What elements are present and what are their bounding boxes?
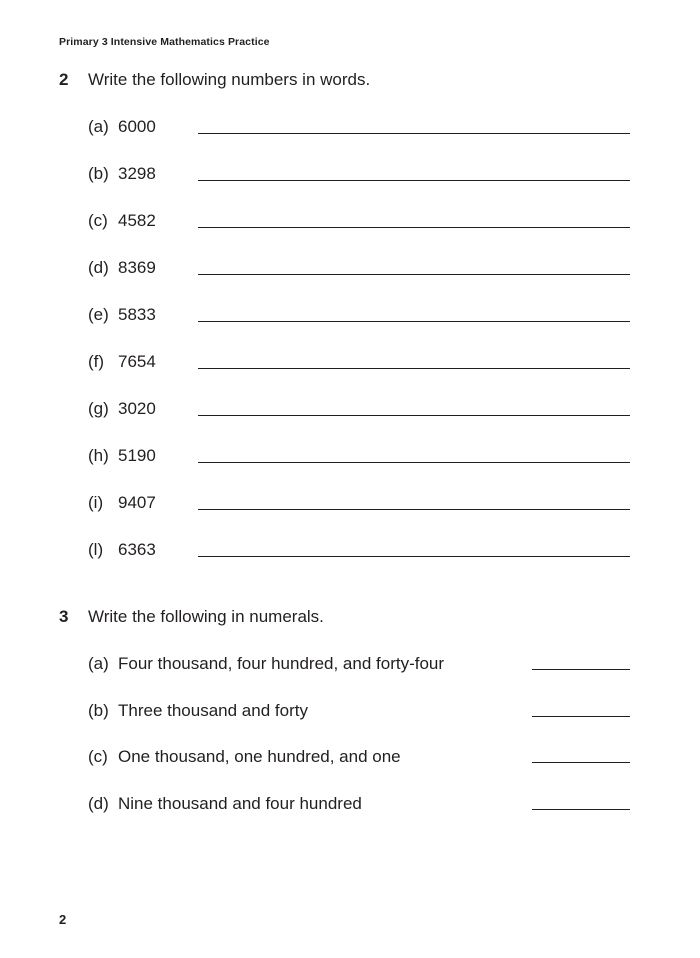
item-label: (e): [88, 305, 109, 324]
question-3-instruction: Write the following in numerals.: [88, 607, 324, 626]
item-label: (f): [88, 352, 105, 371]
question-3-number: 3: [59, 607, 69, 626]
item-label: (b): [88, 701, 109, 720]
answer-line-q2f[interactable]: [198, 368, 630, 369]
answer-line-q2c[interactable]: [198, 227, 630, 228]
answer-line-q2i[interactable]: [198, 509, 630, 510]
item-number: 6000: [118, 117, 156, 136]
item-text: Four thousand, four hundred, and forty-four: [118, 654, 445, 673]
answer-line-q2g[interactable]: [198, 415, 630, 416]
item-text: One thousand, one hundred, and one: [118, 747, 401, 766]
question-2-instruction: Write the following numbers in words.: [88, 70, 371, 89]
item-text: Nine thousand and four hundred: [118, 794, 362, 813]
answer-line-q2d[interactable]: [198, 274, 630, 275]
item-label: (i): [88, 493, 104, 512]
question-2-number: 2: [59, 70, 69, 89]
item-number: 5833: [118, 305, 156, 324]
item-label: (a): [88, 654, 109, 673]
answer-line-q3b[interactable]: [532, 716, 630, 717]
item-text: Three thousand and forty: [118, 701, 308, 720]
answer-line-q2a[interactable]: [198, 133, 630, 134]
item-label: (d): [88, 258, 109, 277]
item-number: 6363: [118, 540, 156, 559]
item-label: (c): [88, 747, 108, 766]
answer-line-q3c[interactable]: [532, 762, 630, 763]
answer-line-q2b[interactable]: [198, 180, 630, 181]
running-header: Primary 3 Intensive Mathematics Practice: [59, 36, 270, 48]
item-label: (l): [88, 540, 104, 559]
item-label: (h): [88, 446, 109, 465]
item-number: 5190: [118, 446, 156, 465]
item-label: (c): [88, 211, 108, 230]
item-label: (a): [88, 117, 109, 136]
answer-line-q2h[interactable]: [198, 462, 630, 463]
answer-line-q3a[interactable]: [532, 669, 630, 670]
item-label: (d): [88, 794, 109, 813]
answer-line-q2e[interactable]: [198, 321, 630, 322]
item-label: (b): [88, 164, 109, 183]
item-label: (g): [88, 399, 109, 418]
item-number: 9407: [118, 493, 156, 512]
item-number: 3020: [118, 399, 156, 418]
item-number: 3298: [118, 164, 156, 183]
answer-line-q2l[interactable]: [198, 556, 630, 557]
answer-line-q3d[interactable]: [532, 809, 630, 810]
item-number: 7654: [118, 352, 156, 371]
item-number: 4582: [118, 211, 156, 230]
page-number: 2: [59, 912, 67, 927]
item-number: 8369: [118, 258, 156, 277]
